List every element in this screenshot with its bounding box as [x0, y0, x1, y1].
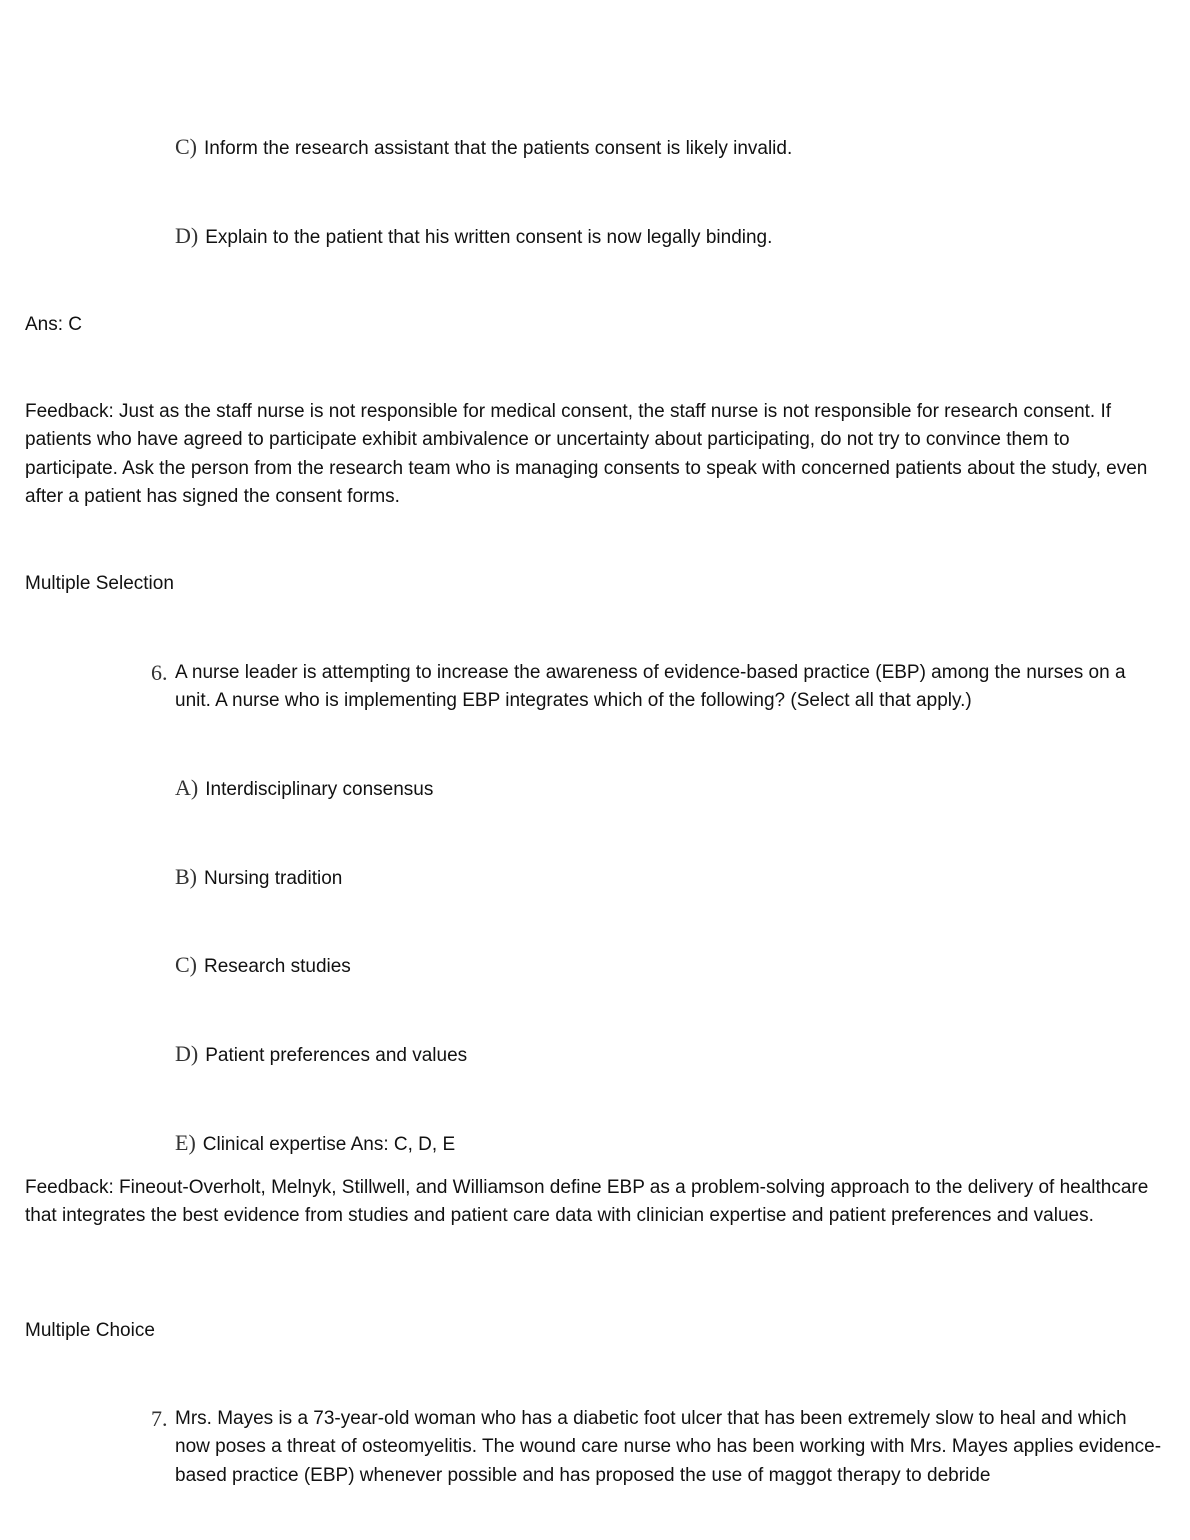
q7-stem	[151, 1405, 1165, 1490]
option-text: Explain to the patient that his written consent is now legally binding.	[205, 227, 773, 248]
question-text: Mrs. Mayes is a 73-year-old woman who has a diabetic foot ulcer that has been extremely slow to heal and which now poses a threat of osteomyelitis. The wound care nurse who has been working with Mrs. Mayes applies evidence-based practice (EBP) whenever possible and has proposed the use of maggot therapy to debride	[175, 1408, 1162, 1486]
option-text: Research studies	[204, 956, 351, 977]
option-letter: C)	[175, 134, 197, 159]
q5-option-d	[175, 222, 772, 252]
question-number: 7.	[151, 1406, 168, 1431]
question-text: A nurse leader is attempting to increase the awareness of evidence-based practice (EBP) among the nurses on a unit. A nurse who is implementing EBP integrates which of the following? (Select all that apply.)	[175, 662, 1126, 712]
q6-option-c	[175, 951, 351, 981]
option-letter: A)	[175, 775, 199, 800]
q5-option-c	[175, 133, 792, 163]
section-heading-multiple-selection: Multiple Selection	[25, 573, 174, 594]
option-letter: E)	[175, 1130, 196, 1155]
section-heading-multiple-choice: Multiple Choice	[25, 1320, 155, 1341]
option-text: Inform the research assistant that the patients consent is likely invalid.	[204, 138, 793, 159]
option-text: Interdisciplinary consensus	[205, 779, 434, 800]
option-letter: C)	[175, 952, 197, 977]
q6-option-d	[175, 1040, 467, 1070]
q6-feedback: Feedback: Fineout-Overholt, Melnyk, Stillwell, and Williamson define EBP as a problem-solving approach to the delivery of healthcare that integrates the best evidence from studies and patient care data with clinician expertise and patient preferences and values.	[25, 1177, 1149, 1227]
option-text: Clinical expertise Ans: C, D, E	[202, 1134, 456, 1155]
option-letter: D)	[175, 1041, 199, 1066]
q6-option-a	[175, 774, 433, 804]
q5-feedback: Feedback: Just as the staff nurse is not responsible for medical consent, the staff nurse is not responsible for research consent. If patients who have agreed to participate exhibit ambivalence or uncertainty about participating, do not try to convince them to participate. Ask the person from the research team who is managing consents to speak with concerned patients about the study, even after a patient has signed the consent forms.	[25, 401, 1148, 507]
q5-answer: Ans: C	[25, 314, 83, 335]
option-letter: B)	[175, 864, 197, 889]
q6-stem	[151, 659, 1160, 716]
option-text: Nursing tradition	[204, 868, 343, 889]
option-letter: D)	[175, 223, 199, 248]
option-text: Patient preferences and values	[205, 1045, 468, 1066]
q6-option-b	[175, 863, 342, 893]
question-number: 6.	[151, 660, 168, 685]
q6-option-e	[175, 1129, 455, 1159]
